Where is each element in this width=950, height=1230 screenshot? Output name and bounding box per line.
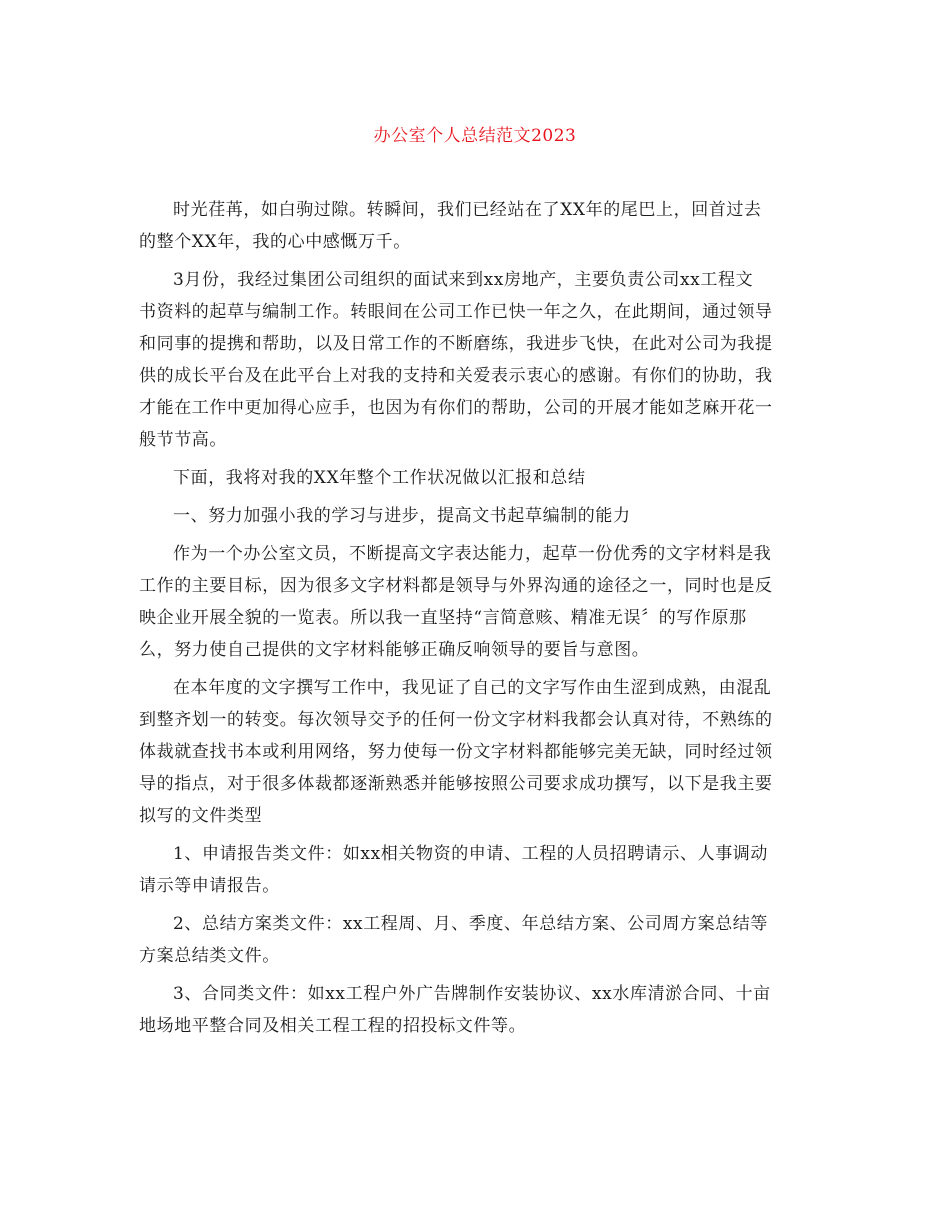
text-line: 2、总结方案类文件：xx工程周、月、季度、年总结方案、公司周方案总结等 [173, 914, 768, 934]
paragraph [139, 672, 811, 832]
paragraph [139, 538, 811, 666]
list-item [139, 838, 811, 902]
text-line: 拟写的文件类型 [139, 806, 263, 826]
text-line: 时光荏苒，如白驹过隙。转瞬间，我们已经站在了XX年的尾巴上，回首过去 [173, 200, 762, 220]
text-line: 3月份，我经过集团公司组织的面试来到xx房地产，主要负责公司xx工程文 [173, 270, 754, 290]
text-line: 地场地平整合同及相关工程工程的招投标文件等。 [139, 1016, 527, 1036]
text-line: 1、申请报告类文件：如xx相关物资的申请、工程的人员招聘请示、人事调动 [173, 844, 768, 864]
paragraph [139, 264, 811, 456]
text-line: 作为一个办公室文员，不断提高文字表达能力，起草一份优秀的文字材料是我 [173, 544, 772, 564]
paragraph [139, 462, 811, 494]
text-line: 到整齐划一的转变。每次领导交予的任何一份文字材料我都会认真对待，不熟练的 [139, 710, 773, 730]
document-title: 办公室个人总结范文2023 [373, 126, 577, 146]
text-line: 和同事的提携和帮助，以及日常工作的不断磨练，我进步飞快，在此对公司为我提 [139, 334, 773, 354]
text-line: 的整个XX年，我的心中感慨万千。 [139, 232, 411, 252]
paragraph [139, 194, 811, 258]
text-line: 在本年度的文字撰写工作中，我见证了自己的文字写作由生涩到成熟，由混乱 [173, 678, 772, 698]
text-line: 下面，我将对我的XX年整个工作状况做以汇报和总结 [173, 468, 586, 488]
list-item [139, 978, 811, 1042]
text-line: 书资料的起草与编制工作。转眼间在公司工作已快一年之久，在此期间，通过领导 [139, 302, 773, 322]
text-line: 体裁就查找书本或利用网络，努力使每一份文字材料都能够完美无缺，同时经过领 [139, 742, 773, 762]
text-line: 3、合同类文件：如xx工程户外广告牌制作安装协议、xx水库清淤合同、十亩 [173, 984, 771, 1004]
text-line: 映企业开展全貌的一览表。所以我一直坚持“言简意赅、精准无误〞的写作原那 [139, 608, 747, 628]
text-line: 方案总结类文件。 [139, 946, 280, 966]
section-heading [139, 500, 811, 532]
text-line: 请示等申请报告。 [139, 876, 280, 896]
text-line: 般节节高。 [139, 430, 227, 450]
document-body [139, 194, 811, 1048]
list-item [139, 908, 811, 972]
text-line: 么，努力使自己提供的文字材料能够正确反响领导的要旨与意图。 [139, 640, 650, 660]
text-line: 一、努力加强小我的学习与进步，提高文书起草编制的能力 [173, 506, 631, 526]
text-line: 供的成长平台及在此平台上对我的支持和关爱表示衷心的感谢。有你们的协助，我 [139, 366, 773, 386]
text-line: 导的指点，对于很多体裁都逐渐熟悉并能够按照公司要求成功撰写，以下是我主要 [139, 774, 773, 794]
text-line: 工作的主要目标，因为很多文字材料都是领导与外界沟通的途径之一，同时也是反 [139, 576, 773, 596]
text-line: 才能在工作中更加得心应手，也因为有你们的帮助，公司的开展才能如芝麻开花一 [139, 398, 773, 418]
